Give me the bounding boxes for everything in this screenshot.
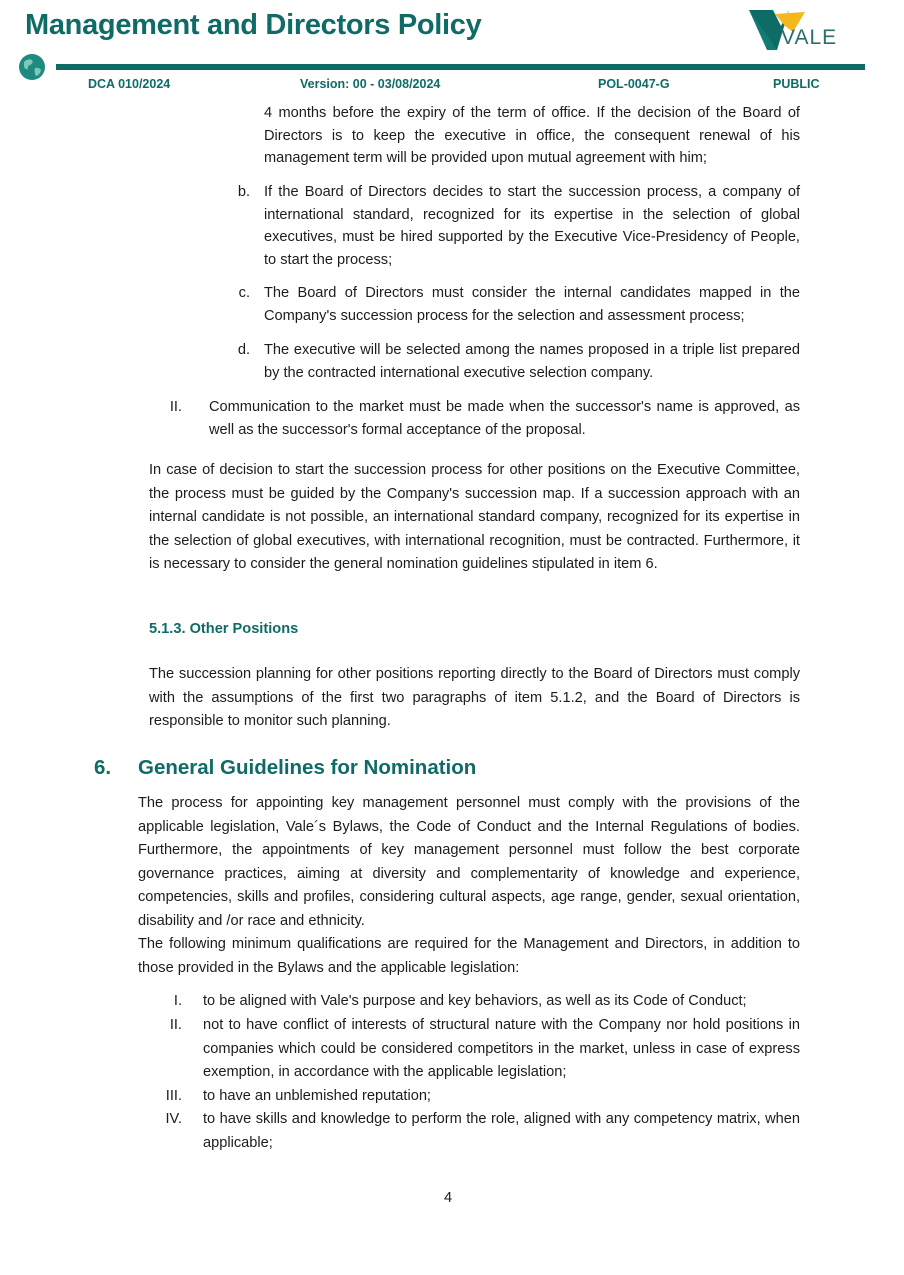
version-info: Version: 00 - 03/08/2024 [300,77,441,91]
list-item-ii: Communication to the market must be made when the successor's name is approved, as well as the successor's formal acceptance of the proposal. [209,399,800,438]
document-title: Management and Directors Policy [25,9,482,41]
list-label-ii: II. [169,399,182,415]
paragraph-other-positions: The succession planning for other positions reporting directly to the Board of Directors must comply with the assumptions of the first two paragraphs of item 5.1.2, and the Board of Directors is responsible to monitor such planning. [149,666,800,730]
qualification-item: not to have conflict of interests of structural nature with the Company nor hold positions in companies which could be considered competitors in the market, unless in case of express exemption, in accordance with the applicable legislation; [203,1017,800,1080]
subheading-other-positions: 5.1.3. Other Positions [149,621,299,637]
list-label-d: d. [237,342,250,358]
section-title: General Guidelines for Nomination [138,756,477,779]
list-item-a-continued: 4 months before the expiry of the term of office. If the decision of the Board of Directors is to keep the executive in office, the consequent renewal of his management term will be provided upon mutual agreement with him; [264,105,800,166]
list-item-c: The Board of Directors must consider the internal candidates mapped in the Company's succession process for the selection and assessment process; [264,285,800,324]
policy-code: POL-0047-G [598,77,670,91]
list-label-c: c. [238,285,250,301]
section-number: 6. [94,756,112,779]
list-item-d: The executive will be selected among the names proposed in a triple list prepared by the contracted international executive selection company. [264,342,800,381]
qualification-label: IV. [165,1111,182,1127]
qualification-item: to be aligned with Vale's purpose and key behaviors, as well as its Code of Conduct; [203,993,747,1009]
qualification-item: to have an unblemished reputation; [203,1088,431,1104]
logo-wordmark: VALE [781,26,838,49]
list-item-b: If the Board of Directors decides to start the succession process, a company of international standard, recognized for its expertise in the selection of global executives, must be hired supported by the Executive Vice-Presidency of People, to start the process; [264,184,800,268]
globe-icon [18,53,46,81]
page-number: 4 [443,1190,453,1206]
paragraph-succession: In case of decision to start the succession process for other positions on the Executive Committee, the process must be guided by the Company's succession map. If a succession approach with an internal candidate is not possible, an international standard company, recognized for its expertise in the selection of global executives, with international recognition, must be contracted. Furthermore, it is necessary to consider the general nomination guidelines stipulated in item 6. [149,462,800,573]
classification-label: PUBLIC [773,77,820,91]
doc-code: DCA 010/2024 [88,77,171,91]
list-label-b: b. [237,184,250,200]
paragraph-minimum-qualifications: The following minimum qualifications are required for the Management and Directors, in addition to those provided in the Bylaws and the applicable legislation: [138,936,800,976]
qualification-label: I. [173,993,182,1009]
qualification-label: II. [169,1017,182,1033]
qualification-item: to have skills and knowledge to perform the role, aligned with any competency matrix, when applicable; [203,1111,800,1151]
paragraph-process: The process for appointing key management personnel must comply with the provisions of the applicable legislation, Vale´s Bylaws, the Code of Conduct and the Internal Regulations of bodies. Furthermore, the appointments of key management personnel must follow the best corporate governance practices, aiming at diversity and complementarity of knowledge and experience, competencies, skills and profiles, considering cultural aspects, age range, gender, sexual orientation, disability and /or race and ethnicity. [138,795,800,929]
qualification-label: III. [165,1088,182,1104]
header-rule [56,64,865,70]
